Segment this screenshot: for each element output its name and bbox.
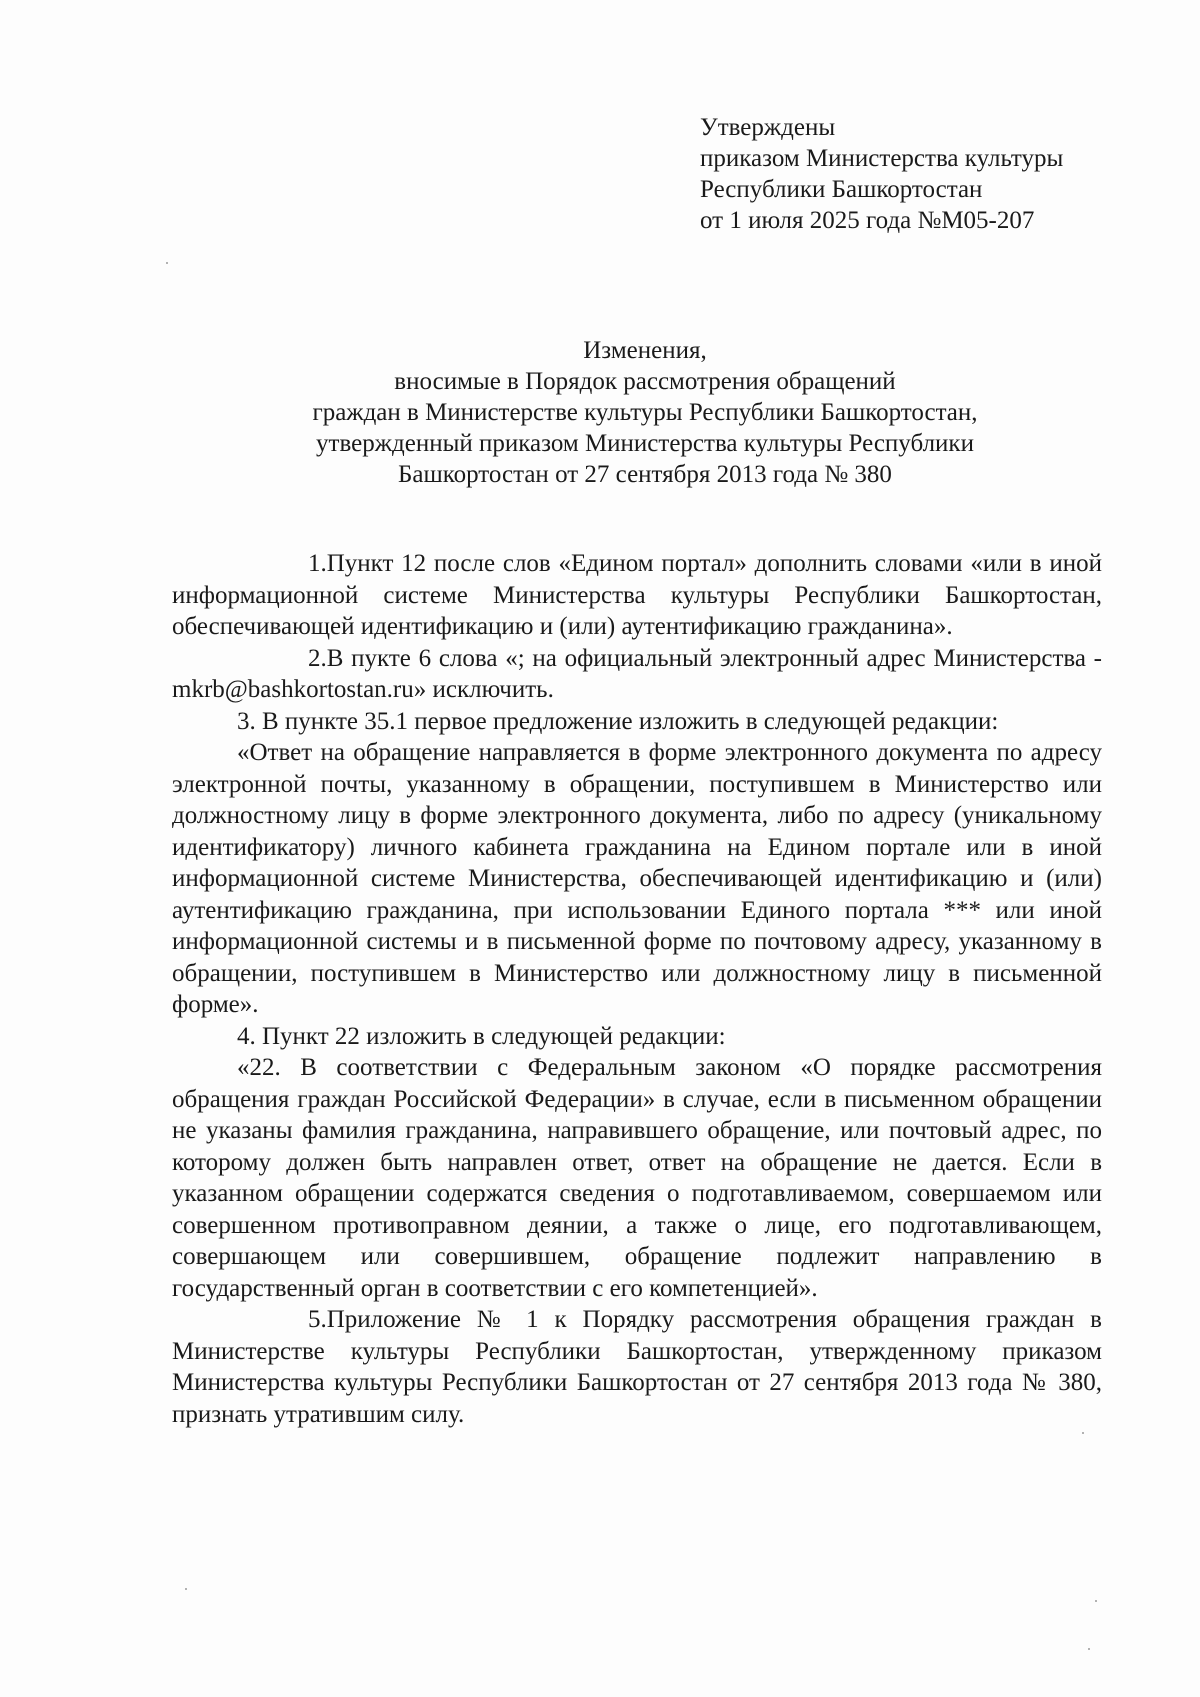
item-5 — [172, 1304, 1102, 1430]
scan-speck — [1088, 1648, 1090, 1650]
item-2-number: 2. — [308, 644, 327, 672]
scan-speck — [1095, 1600, 1097, 1602]
approval-line-1: Утверждены — [700, 114, 836, 141]
item-4: 4. Пункт 22 изложить в следующей редакции: — [237, 1022, 726, 1050]
item-2 — [172, 643, 1102, 706]
approval-line-4: от 1 июля 2025 года №М05-207 — [700, 207, 1035, 234]
title-line-2: вносимые в Порядок рассмотрения обращений — [394, 368, 896, 395]
item-4-quote: «22. В соответствии с Федеральным законом «О порядке рассмотрения обращения граждан Российской Федерации» в случае, если в письменном обращении не указаны фамилия гражданина, направившего обращение, или почтовый адрес, по которому должен быть направлен ответ, ответ на обращение не дается. Если в указанном обращении содержатся сведения о подготавливаемом, совершаемом или совершенном противоправном деянии, а также о лице, его подготавливающем, совершающем или совершившем, обращение подлежит направлению в государственный орган в соответствии с его компетенцией». — [172, 1054, 1102, 1302]
item-1 — [172, 548, 1102, 643]
title-line-3: граждан в Министерстве культуры Республики Башкортостан, — [312, 399, 978, 426]
scan-speck — [185, 1588, 187, 1590]
title-line-4: утвержденный приказом Министерства культуры Республики — [316, 430, 974, 457]
item-3-quote: «Ответ на обращение направляется в форме электронного документа по адресу электронной почты, указанному в обращении, поступившем в Министерство или должностному лицу в форме электронного документа, либо по адресу (уникальному идентификатору) личного кабинета гражданина на Едином портале или в иной информационной системе Министерства, обеспечивающей идентификацию и (или) аутентификацию гражданина, при использовании Единого портала *** или иной информационной системы и в письменной форме по почтовому адресу, указанному в обращении, поступившем в Министерство или должностному лицу в письменной форме». — [172, 739, 1102, 1018]
item-1-text: Пункт 12 после слов «Едином портал» дополнить словами «или в иной информационной системе Министерства культуры Республики Башкортостан, обеспечивающей идентификацию и (или) аутентификацию гражданина». — [172, 550, 1102, 640]
document-title — [250, 335, 1040, 490]
scan-speck — [166, 262, 168, 264]
item-2-text: В пукте 6 слова «; на официальный электронный адрес Министерства - mkrb@bashkortostan.ru» исключить. — [172, 644, 1102, 703]
document-body — [172, 548, 1102, 1430]
item-1-number: 1. — [308, 550, 327, 577]
approval-line-3: Республики Башкортостан — [700, 176, 983, 203]
item-3: 3. В пункте 35.1 первое предложение изложить в следующей редакции: — [237, 707, 999, 735]
item-5-number: 5. — [308, 1306, 327, 1333]
approval-line-2: приказом Министерства культуры — [700, 145, 1064, 172]
title-line-5: Башкортостан от 27 сентября 2013 года № 380 — [398, 461, 892, 488]
title-line-1: Изменения, — [583, 337, 707, 364]
item-5-text: Приложение № 1 к Порядку рассмотрения обращения граждан в Министерстве культуры Республики Башкортостан, утвержденному приказом Министерства культуры Республики Башкортостан от 27 сентября 2013 года № 380, признать утратившим силу. — [172, 1306, 1102, 1428]
scan-speck — [1082, 1432, 1084, 1434]
approval-stamp-block — [700, 112, 1063, 236]
